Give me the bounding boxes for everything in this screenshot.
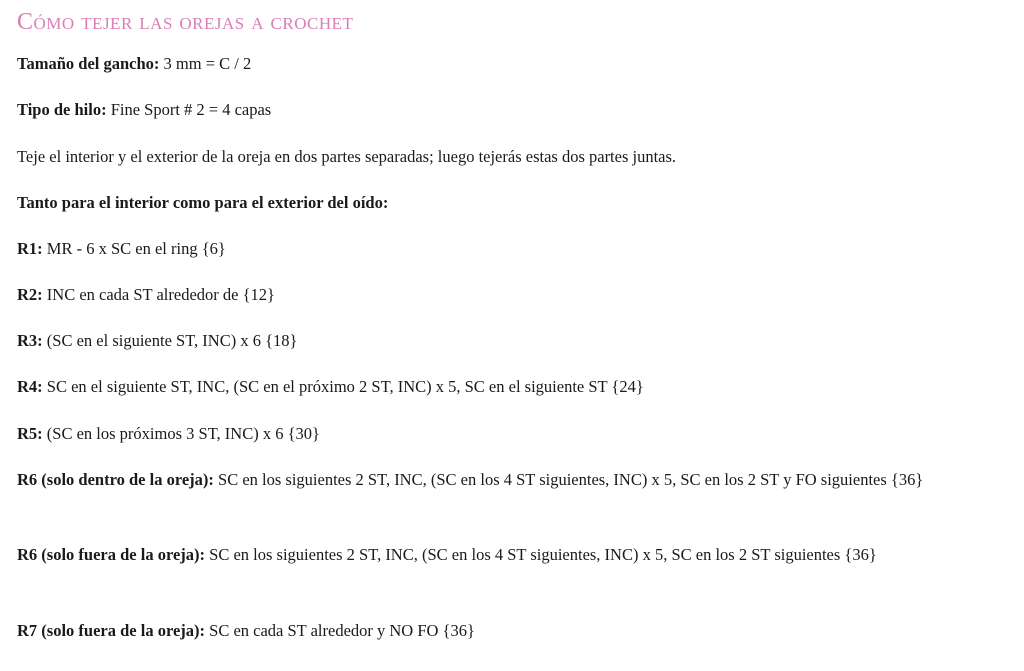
round-text: SC en cada ST alrededor y NO FO {36} [205, 621, 475, 640]
inner-outer-heading [17, 189, 962, 217]
line-text: Fine Sport # 2 = 4 capas [106, 100, 272, 119]
round-text: (SC en el siguiente ST, INC) x 6 {18} [42, 331, 298, 350]
round-text: SC en los siguientes 2 ST, INC, (SC en los 4 ST siguientes, INC) x 5, SC en los 2 ST siguientes {36} [205, 545, 877, 564]
yarn-type-line [17, 96, 962, 124]
round-label: R3: [17, 331, 43, 350]
section-title: Cómo tejer las orejas a crochet [17, 9, 354, 35]
round-label: R5: [17, 424, 43, 443]
round-text: SC en el siguiente ST, INC, (SC en el próximo 2 ST, INC) x 5, SC en el siguiente ST {24} [42, 377, 644, 396]
line-label: Tipo de hilo: [17, 100, 107, 119]
round-r6-outer [17, 541, 962, 569]
round-r4 [17, 373, 962, 401]
round-r1 [17, 235, 962, 263]
round-text: SC en los siguientes 2 ST, INC, (SC en los 4 ST siguientes, INC) x 5, SC en los 2 ST y FO siguientes {36} [213, 470, 924, 489]
line-text: Teje el interior y el exterior de la oreja en dos partes separadas; luego tejerás estas dos partes juntas. [17, 147, 677, 166]
instructions-intro [17, 143, 962, 171]
round-label: R4: [17, 377, 43, 396]
round-label: R1: [17, 239, 43, 258]
line-text: 3 mm = C / 2 [159, 54, 252, 73]
round-text: INC en cada ST alrededor de {12} [42, 285, 275, 304]
line-label: Tamaño del gancho: [17, 54, 160, 73]
round-r2 [17, 281, 962, 309]
hook-size-line [17, 50, 962, 78]
round-text: (SC en los próximos 3 ST, INC) x 6 {30} [42, 424, 320, 443]
round-label: R6 (solo dentro de la oreja): [17, 470, 214, 489]
round-r7 [17, 617, 962, 645]
line-label: Tanto para el interior como para el exterior del oído: [17, 193, 389, 212]
round-text: MR - 6 x SC en el ring {6} [42, 239, 226, 258]
round-r5 [17, 420, 962, 448]
round-label: R2: [17, 285, 43, 304]
round-r3 [17, 327, 962, 355]
round-label: R7 (solo fuera de la oreja): [17, 621, 206, 640]
round-r6-inner [17, 466, 962, 494]
round-label: R6 (solo fuera de la oreja): [17, 545, 206, 564]
